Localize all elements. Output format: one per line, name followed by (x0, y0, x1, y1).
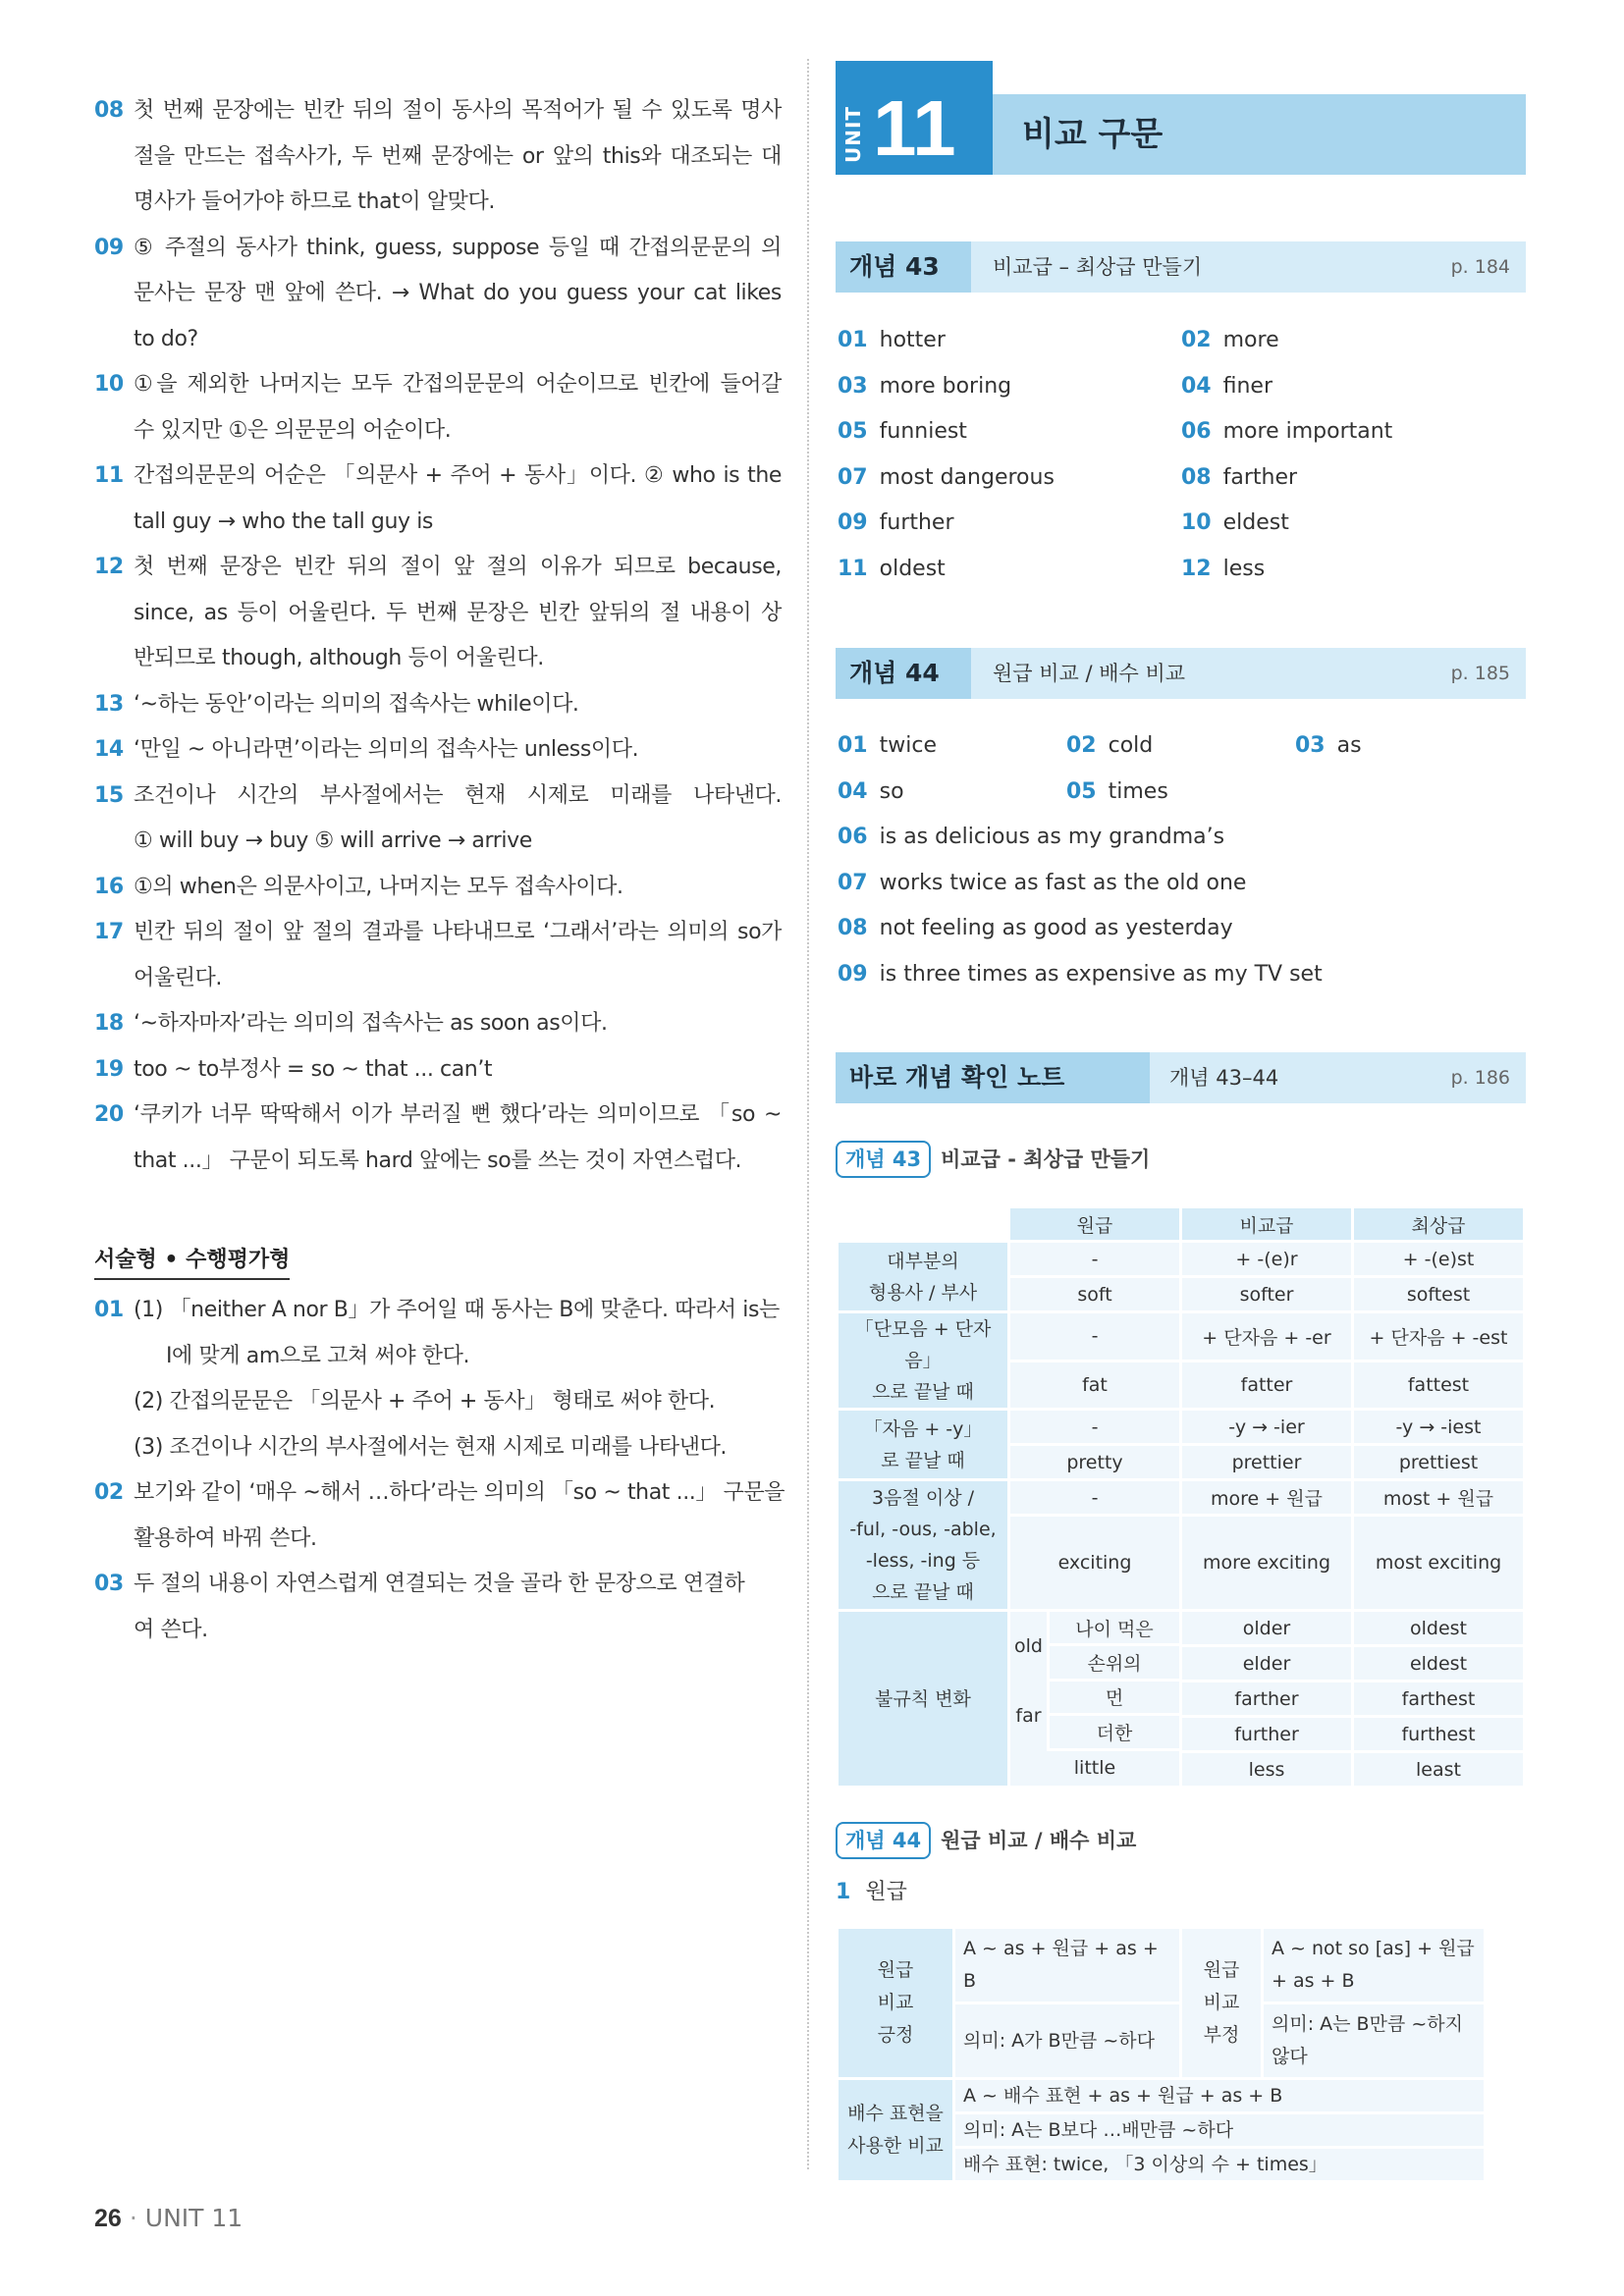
answer-text-line: ⑤ 주절의 동사가 think, guess, suppose 등일 때 간접의문문의 의 (134, 235, 782, 260)
answer-text-line: ①을 제외한 나머지는 모두 간접의문문의 어순이므로 빈칸에 들어갈 (134, 372, 782, 397)
answer-key-number: 09 (838, 961, 868, 987)
answer-key-item (1181, 555, 1265, 584)
answer-key-number: 05 (838, 419, 868, 444)
answer-item (94, 362, 782, 454)
answer-key-number: 03 (838, 373, 868, 399)
answer-text-line: 문사는 문장 맨 앞에 쓴다. → What do you guess your cat likes (134, 281, 782, 305)
essay-section-heading: 서술형 • 수행평가형 (94, 1245, 290, 1280)
answer-number: 11 (94, 463, 124, 488)
table-row: exciting more exciting most exciting (839, 1517, 1523, 1609)
multiple-meaning: 의미: A는 B보다 …배만큼 ~하다 (955, 2114, 1484, 2146)
answer-text-line: ① will buy → buy ⑤ will arrive → arrive (134, 828, 532, 853)
answer-key-number: 03 (1295, 733, 1326, 758)
footer-unit: UNIT 11 (144, 2204, 244, 2232)
concept-43-bar (836, 241, 1526, 293)
header-comparative: 비교급 (1182, 1208, 1351, 1240)
answer-text-line: 활용하여 바꿔 쓴다. (134, 1525, 317, 1551)
answer-item (94, 727, 782, 774)
answer-key-text: more important (1222, 419, 1393, 444)
answer-item (94, 545, 782, 682)
unit-number: 11 (873, 84, 956, 172)
answer-key-text: twice (879, 733, 937, 758)
answer-key-item (838, 823, 1224, 852)
table-row (839, 1929, 1484, 2002)
footer-separator: · (129, 2204, 137, 2232)
answer-key-text: cold (1108, 733, 1154, 758)
answer-number: 16 (94, 874, 124, 899)
answer-number: 08 (94, 98, 124, 123)
table-row: further furthest (839, 1718, 1523, 1750)
answer-item (94, 454, 782, 545)
answer-key-number: 08 (838, 916, 868, 940)
answer-key-number: 04 (838, 778, 868, 804)
negative-form: A ~ not so [as] + 원급 + as + B (1264, 1929, 1484, 2002)
multiple-form: A ~ 배수 표현 + as + 원급 + as + B (955, 2080, 1484, 2111)
answer-key-text: funniest (879, 419, 967, 444)
row-head-long: 3음절 이상 / -ful, -ous, -able, -less, -ing 등 으로 끝날 때 (839, 1481, 1007, 1609)
table-row (839, 2080, 1484, 2180)
answer-text-line: 명사가 들어가야 하므로 that이 알맞다. (134, 189, 495, 214)
answer-key-text: times (1108, 778, 1168, 804)
answer-text-line: 조건이나 시간의 부사절에서는 현재 시제로 미래를 나타낸다. (134, 782, 782, 808)
note-44-pill: 개념 44 (836, 1822, 931, 1859)
answer-text-line: ①의 when은 의문사이고, 나머지는 모두 접속사이다. (134, 874, 623, 899)
answer-key-text: eldest (1222, 510, 1289, 535)
answer-key-number: 01 (838, 733, 868, 758)
note-43-pill: 개념 43 (836, 1141, 931, 1178)
answer-key-item (838, 417, 967, 447)
table-row: pretty prettier prettiest (839, 1446, 1523, 1478)
answer-key-number: 07 (838, 464, 868, 490)
answer-text-line: 보기와 같이 ‘매우 ~해서 …하다’라는 의미의 「so ~ that ...」 구문을 (134, 1480, 785, 1505)
note-44-heading (836, 1822, 1136, 1859)
answer-key-item (838, 463, 1055, 493)
unit-title: 비교 구문 (1022, 115, 1164, 154)
column-divider (807, 59, 809, 2169)
answer-key-number: 06 (1181, 419, 1212, 444)
answer-key-number: 01 (838, 328, 868, 352)
concept-note-bar (836, 1052, 1526, 1103)
answer-text-line: 여 쓴다. (134, 1617, 208, 1642)
answer-item (94, 1093, 782, 1184)
equality-table (836, 1926, 1487, 2183)
answer-key-text: works twice as fast as the old one (879, 870, 1247, 895)
table-row: soft softer softest (839, 1278, 1523, 1310)
negative-label: 원급 비교 부정 (1182, 1929, 1261, 2077)
answer-text-line: (1) 「neither A nor B」가 주어일 때 동사는 B에 맞춘다. 따라서 is는 (134, 1298, 780, 1322)
answer-key-item (838, 508, 954, 538)
answer-key-text: oldest (879, 556, 946, 581)
concept-43-label: 개념 43 (836, 241, 971, 293)
answer-explanations (94, 88, 785, 1653)
irregular-subtable: old 나이 먹은 손위의 far 먼 더한 little (1010, 1612, 1179, 1786)
answer-text-line: (2) 간접의문문은 「의문사 + 주어 + 동사」 형태로 써야 한다. (134, 1389, 716, 1414)
answer-number: 15 (94, 782, 124, 808)
header-base: 원급 (1010, 1208, 1179, 1240)
answer-item (94, 1470, 785, 1562)
answer-item (94, 682, 782, 728)
answer-item (94, 1562, 782, 1653)
answer-key-number: 02 (1066, 733, 1097, 758)
answer-key-item (1181, 417, 1392, 447)
answer-key-item (1181, 326, 1279, 355)
answer-key-text: more (1222, 328, 1279, 352)
answer-key-item (838, 869, 1246, 898)
answer-number: 20 (94, 1102, 124, 1127)
table-row: 「자음 + -y」 로 끝날 때 - -y → -ier -y → -iest (839, 1411, 1523, 1443)
answer-key-text: further (879, 510, 954, 535)
table-row: 불규칙 변화 old 나이 먹은 손위의 far 먼 더한 little older oldest (839, 1612, 1523, 1644)
answer-key-text: more boring (879, 373, 1012, 399)
concept-note-title: 개념 43–44 (1169, 1066, 1279, 1090)
answer-key-number: 12 (1181, 556, 1212, 581)
answer-item (94, 88, 782, 226)
answer-key-item (1066, 777, 1168, 807)
table-row: 「단모음 + 단자음」 으로 끝날 때 - + 단자음 + -er + 단자음 + -est (839, 1313, 1523, 1360)
answer-text-line: ‘만일 ~ 아니라면’이라는 의미의 접속사는 unless이다. (134, 737, 639, 762)
answer-key-item (838, 326, 946, 355)
answer-key-item (838, 777, 904, 807)
answer-key-text: most dangerous (879, 464, 1055, 490)
answer-key-number: 10 (1181, 510, 1212, 535)
answer-key-item (838, 960, 1323, 989)
answer-key-number: 06 (838, 825, 868, 849)
answer-key-text: as (1336, 733, 1362, 758)
multiple-expression: 배수 표현: twice, 「3 이상의 수 + times」 (955, 2149, 1484, 2180)
positive-form: A ~ as + 원급 + as + B (955, 1929, 1179, 2002)
unit-word: UNIT (841, 105, 865, 164)
answer-key-text: so (879, 778, 904, 804)
concept-note-label: 바로 개념 확인 노트 (836, 1052, 1150, 1103)
page-number: 26 (94, 2205, 122, 2232)
answer-key-number: 05 (1066, 778, 1097, 804)
positive-label: 원급 비교 긍정 (839, 1929, 952, 2077)
answer-text-line: I에 맞게 am으로 고쳐 써야 한다. (134, 1343, 470, 1368)
table-row: 대부분의 형용사 / 부사 - + -(e)r + -(e)st (839, 1243, 1523, 1275)
answer-item (94, 226, 782, 363)
answer-text-line: 어울린다. (134, 965, 223, 990)
answer-number: 17 (94, 920, 124, 944)
concept-44-bar (836, 648, 1526, 699)
row-head-consonant-y: 「자음 + -y」 로 끝날 때 (839, 1411, 1007, 1478)
concept-44-title: 원급 비교 / 배수 비교 (993, 662, 1186, 685)
answer-text-line: (3) 조건이나 시간의 부사절에서는 현재 시제로 미래를 나타낸다. (134, 1434, 728, 1460)
answer-key-text: not feeling as good as yesterday (879, 916, 1233, 940)
answer-text-line: 첫 번째 문장은 빈칸 뒤의 절이 앞 절의 이유가 되므로 because, (134, 555, 782, 579)
answer-text-line: ‘~하자마자’라는 의미의 접속사는 as soon as이다. (134, 1011, 608, 1036)
table-row: farther farthest (839, 1682, 1523, 1715)
answer-key-number: 11 (838, 556, 868, 581)
answer-item (94, 910, 782, 1001)
answer-text-line: tall guy → who the tall guy is (134, 508, 433, 534)
answer-number: 02 (94, 1480, 124, 1505)
table-header-row (839, 1208, 1523, 1240)
concept-43-page: p. 184 (1450, 256, 1510, 278)
answer-item (94, 774, 782, 865)
answer-number: 13 (94, 691, 124, 717)
answer-number: 01 (94, 1298, 124, 1322)
table-row: elder eldest (839, 1647, 1523, 1680)
answer-key-item (838, 372, 1011, 401)
answer-key-item (1066, 731, 1153, 761)
concept-43-title: 비교급 – 최상급 만들기 (993, 255, 1203, 279)
answer-item (94, 1001, 782, 1047)
answer-key-item (838, 914, 1233, 943)
answer-key-number: 07 (838, 870, 868, 895)
answer-text-line: 수 있지만 ①은 의문문의 어순이다. (134, 417, 452, 443)
answer-number: 18 (94, 1011, 124, 1036)
answer-item (94, 1288, 782, 1470)
answer-number: 03 (94, 1572, 124, 1596)
positive-meaning: 의미: A가 B만큼 ~하다 (955, 2004, 1179, 2077)
answer-item (94, 1047, 782, 1094)
negative-meaning: 의미: A는 B만큼 ~하지 않다 (1264, 2004, 1484, 2077)
answer-number: 10 (94, 372, 124, 397)
answer-text-line: too ~ to부정사 = so ~ that ... can’t (134, 1056, 493, 1082)
answer-text-line: 절을 만드는 접속사가, 두 번째 문장에는 or 앞의 this와 대조되는 대 (134, 143, 782, 169)
unit-header (836, 61, 1526, 175)
answer-key-item (1295, 731, 1362, 761)
page-footer (94, 2204, 243, 2233)
note-43-heading (836, 1141, 1150, 1178)
answer-key-text: is three times as expensive as my TV set (879, 961, 1323, 987)
table-row: 3음절 이상 / -ful, -ous, -able, -less, -ing 등 으로 끝날 때 - more + 원급 most + 원급 (839, 1481, 1523, 1514)
header-superlative: 최상급 (1354, 1208, 1523, 1240)
answer-key-number: 02 (1181, 328, 1212, 352)
answer-number: 12 (94, 555, 124, 579)
answer-key-text: finer (1222, 373, 1273, 399)
unit-tab (836, 61, 993, 175)
answer-text-line: since, as 등이 어울린다. 두 번째 문장은 빈칸 앞뒤의 절 내용이 상 (134, 600, 782, 625)
answer-text-line: that ...」 구문이 되도록 hard 앞에는 so를 쓰는 것이 자연스럽다. (134, 1148, 742, 1173)
answer-key-text: is as delicious as my grandma’s (879, 825, 1225, 849)
answer-text-line: 빈칸 뒤의 절이 앞 절의 결과를 나타내므로 ‘그래서’라는 의미의 so가 (134, 920, 782, 944)
answer-text-line: 첫 번째 문장에는 빈칸 뒤의 절이 동사의 목적어가 될 수 있도록 명사 (134, 98, 782, 123)
concept-44-label: 개념 44 (836, 648, 971, 699)
answer-text-line: ‘~하는 동안’이라는 의미의 접속사는 while이다. (134, 691, 579, 717)
answer-key-item (838, 731, 937, 761)
answer-key-text: less (1222, 556, 1266, 581)
answer-key-item (1181, 508, 1289, 538)
answer-key-item (838, 555, 946, 584)
answer-number: 19 (94, 1056, 124, 1082)
multiple-label: 배수 표현을 사용한 비교 (839, 2080, 952, 2180)
concept-note-page: p. 186 (1450, 1067, 1510, 1089)
answer-key-number: 08 (1181, 464, 1212, 490)
answer-key-number: 04 (1181, 373, 1212, 399)
answer-text-line: 두 절의 내용이 자연스럽게 연결되는 것을 골라 한 문장으로 연결하 (134, 1572, 745, 1596)
answer-text-line: 반되므로 though, although 등이 어울린다. (134, 646, 544, 670)
answer-item (94, 865, 782, 911)
answer-text-line: 간접의문문의 어순은 「의문사 + 주어 + 동사」이다. ② who is the (134, 463, 782, 488)
answer-key-item (1181, 372, 1272, 401)
note-44-title: 원급 비교 / 배수 비교 (941, 1829, 1137, 1852)
answer-key-text: farther (1222, 464, 1298, 490)
table-row: fat fatter fattest (839, 1362, 1523, 1409)
answer-key-number: 09 (838, 510, 868, 535)
comparison-table (836, 1205, 1526, 1789)
answer-key-text: hotter (879, 328, 946, 352)
answer-number: 14 (94, 737, 124, 762)
answer-key-item (1181, 463, 1297, 493)
note-44-subheading: 1 원급 (836, 1880, 907, 1904)
note-43-title: 비교급 - 최상급 만들기 (941, 1148, 1151, 1171)
concept-44-page: p. 185 (1450, 663, 1510, 684)
row-head-irregular: 불규칙 변화 (839, 1612, 1007, 1786)
answer-text-line: ‘쿠키가 너무 딱딱해서 이가 부러질 뻔 했다’라는 의미이므로 「so ~ (134, 1102, 782, 1127)
answer-text-line: to do? (134, 326, 198, 351)
row-head-short-vowel: 「단모음 + 단자음」 으로 끝날 때 (839, 1313, 1007, 1408)
table-row: less least (839, 1753, 1523, 1786)
answer-number: 09 (94, 235, 124, 260)
row-head-general: 대부분의 형용사 / 부사 (839, 1243, 1007, 1310)
